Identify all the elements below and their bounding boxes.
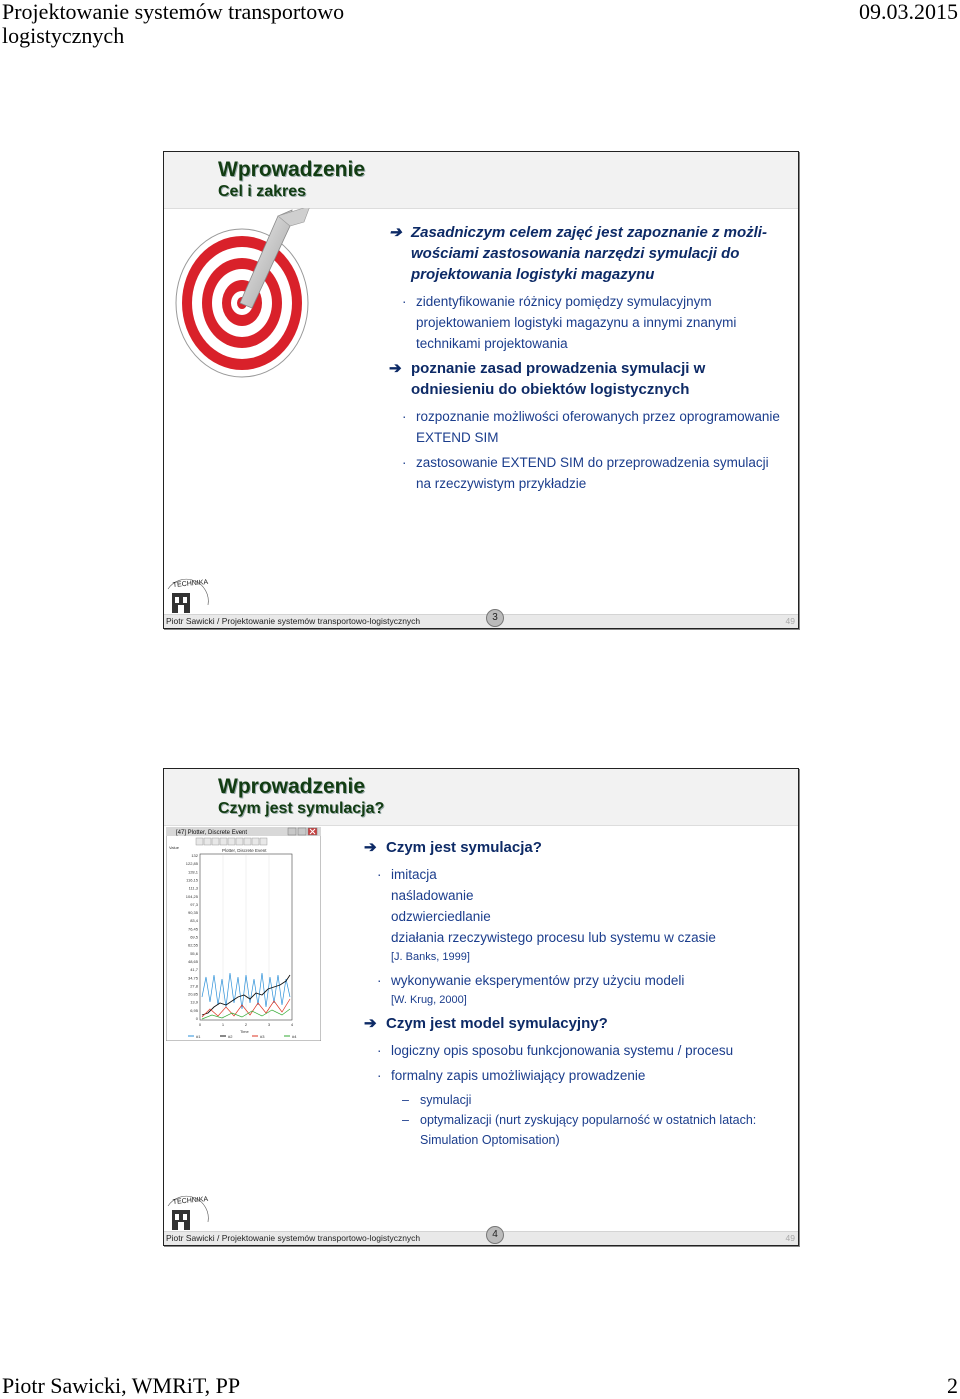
bullet-what-is-simulation [364,837,789,858]
arrow-icon: ➔ [389,224,402,241]
logo-lettering: TECHNIKA [172,578,209,589]
document-title-line2: logistycznych [2,23,125,48]
minimize-icon [288,828,296,835]
sub-bullet-text: imitacja [391,867,437,882]
bullet-dot-icon: · [377,973,382,988]
citation-banks [364,948,789,966]
plot-y-tick-label: 132 [191,853,198,858]
citation-text: [W. Krug, 2000] [391,994,467,1006]
sub-bullet-text: naśladowanie [391,888,474,903]
footer-author: Piotr Sawicki / Projektowanie systemów transportowo-logistycznych [166,1233,421,1243]
sub-bullet-line [364,927,789,948]
bullet-dot-icon: · [377,1068,382,1083]
sub-bullet-line [364,885,789,906]
maximize-icon [298,828,306,835]
slide-4-content [364,837,789,1150]
logo-lettering: TECHNIKA [172,1195,209,1206]
sub-bullet-text: wykonywanie eksperymentów przy użyciu modeli [391,973,685,988]
slide-number-badge: 3 [486,609,504,627]
bullet-text: poznanie zasad prowadzenia symulacji w odniesieniu do obiektów logistycznych [411,360,706,398]
plot-y-tick-label: 34,75 [187,975,198,981]
sub-bullet-identify [389,291,784,354]
university-logo [164,575,212,615]
plot-x-tick-label: 3 [267,1022,271,1027]
sub-bullet-experiments [364,970,789,991]
slide-total: 49 [785,1233,795,1243]
plot-y-tick-label: 48,65 [187,958,198,964]
plot-y-tick-label: 83,4 [190,918,198,924]
plotter-window-title: [47] Plotter, Discrete Event [176,830,248,836]
plot-x-tick-label: 0 [198,1022,202,1027]
plot-y-tick-label: 27,8 [190,983,198,989]
plot-y-tick-label: 20,85 [187,991,198,997]
slide-title-bar [164,769,798,826]
legend-label: #3 [260,1034,265,1039]
citation-krug [364,991,789,1009]
plot-y-tick-label: 62,55 [187,942,198,948]
plot-y-tick-label: 104,25 [185,893,198,899]
bullet-dot-icon: · [377,867,382,882]
slide-title: Wprowadzenie [218,158,366,181]
sub-bullet-text: zastosowanie EXTEND SIM do przeprowadzenia symulacji na rzeczywistym przykładzie [416,455,769,491]
plot-y-label: Value [169,845,179,850]
citation-text: [J. Banks, 1999] [391,951,470,963]
plot-y-tick-label: 116,15 [186,877,198,883]
plotter-window-screenshot [166,827,321,1041]
plot-y-tick-label: 69,5 [190,934,198,940]
plot-x-tick-label: 1 [221,1022,225,1027]
document-title-line1: Projektowanie systemów transportowo [2,0,345,24]
sub-bullet-text: zidentyfikowanie różnicy pomiędzy symulacyjnym projektowaniem logistyki magazynu a innymi znanymi technikami projektowania [416,294,737,351]
sub-sub-bullet-simulation [364,1090,789,1110]
bullet-dot-icon: · [402,294,407,309]
plot-x-tick-label: 4 [290,1022,294,1027]
page-footer-number: 2 [947,1373,958,1398]
slide-subtitle: Czym jest symulacja? [218,800,385,817]
plot-x-label: Time [240,1029,249,1034]
bullet-main-goal [389,222,784,285]
bullet-text: Czym jest model symulacyjny? [386,1015,608,1032]
plot-y-tick-label: 41,7 [190,967,198,973]
dash-icon: – [402,1113,409,1127]
sub-bullet-line [364,906,789,927]
bullet-text: Czym jest symulacja? [386,839,542,856]
slide-subtitle: Cel i zakres [218,183,307,200]
bullet-simulation-rules [389,358,784,400]
sub-bullet-text: logiczny opis sposobu funkcjonowania systemu / procesu [391,1043,734,1058]
slide-number-badge: 4 [486,1226,504,1244]
sub-bullet-extend-usage [389,452,784,494]
sub-bullet-text: działania rzeczywistego procesu lub systemu w czasie [391,930,716,945]
sub-sub-bullet-text: symulacji [420,1093,472,1107]
dash-icon: – [402,1093,409,1107]
plot-y-tick-label: 0 [195,1016,198,1021]
slide-4 [163,768,799,1246]
plot-y-tick-label: 97,3 [190,901,198,907]
arrow-icon: ➔ [364,839,377,856]
arrow-icon: ➔ [389,360,402,377]
plot-y-tick-label: 111,3 [188,885,198,891]
footer-author: Piotr Sawicki / Projektowanie systemów transportowo-logistycznych [166,616,421,626]
bullet-dot-icon: · [377,1043,382,1058]
sub-bullet-logical-description [364,1040,789,1061]
sub-bullet-text: odzwierciedlanie [391,909,491,924]
sub-sub-bullet-optimization [364,1110,789,1150]
slide-title-bar [164,152,798,209]
slide-3-content [389,222,784,498]
slide-total: 49 [785,616,795,626]
bullet-text: Zasadniczym celem zajęć jest zapoznanie z możli-wościami zastosowania narzędzi symulacji do projektowania logistyki magazynu [411,224,767,283]
plot-x-tick-label: 2 [244,1022,248,1027]
legend-label: #4 [292,1034,297,1039]
plot-y-tick-label: 90,35 [187,910,198,916]
plot-y-tick-label: 6,95 [190,1007,198,1013]
slide-3 [163,151,799,629]
plot-y-tick-label: 122,85 [185,861,198,867]
university-logo [164,1192,212,1232]
document-date: 09.03.2015 [859,0,958,24]
arrow-icon: ➔ [364,1015,377,1032]
sub-bullet-extend-capabilities [389,406,784,448]
plot-y-tick-label: 55,6 [190,950,198,956]
plot-y-tick-label: 13,9 [190,999,198,1005]
sub-bullet-text: rozpoznanie możliwości oferowanych przez oprogramowanie EXTEND SIM [416,409,780,445]
sub-bullet-formal-record [364,1065,789,1086]
sub-bullet-imitation [364,864,789,885]
page-footer-author: Piotr Sawicki, WMRiT, PP [2,1373,241,1398]
bullet-dot-icon: · [402,455,407,470]
bullet-dot-icon: · [402,409,407,424]
plot-y-tick-label: 76,45 [187,926,198,932]
slide-footer [164,614,798,628]
target-dart-illustration [170,208,320,383]
sub-bullet-text: formalny zapis umożliwiający prowadzenie [391,1068,646,1083]
sub-sub-bullet-text: optymalizacji (nurt zyskujący popularność w ostatnich latach: Simulation Optomisation) [420,1113,757,1147]
slide-title: Wprowadzenie [218,775,366,798]
plot-y-tick-label: 128,1 [187,869,198,875]
bullet-what-is-model [364,1013,789,1034]
legend-label: #1 [196,1034,201,1039]
legend-label: #2 [228,1034,233,1039]
toolbar [196,838,267,845]
slide-footer [164,1231,798,1245]
plot-title: Plotter, Discrete Event [222,848,267,853]
